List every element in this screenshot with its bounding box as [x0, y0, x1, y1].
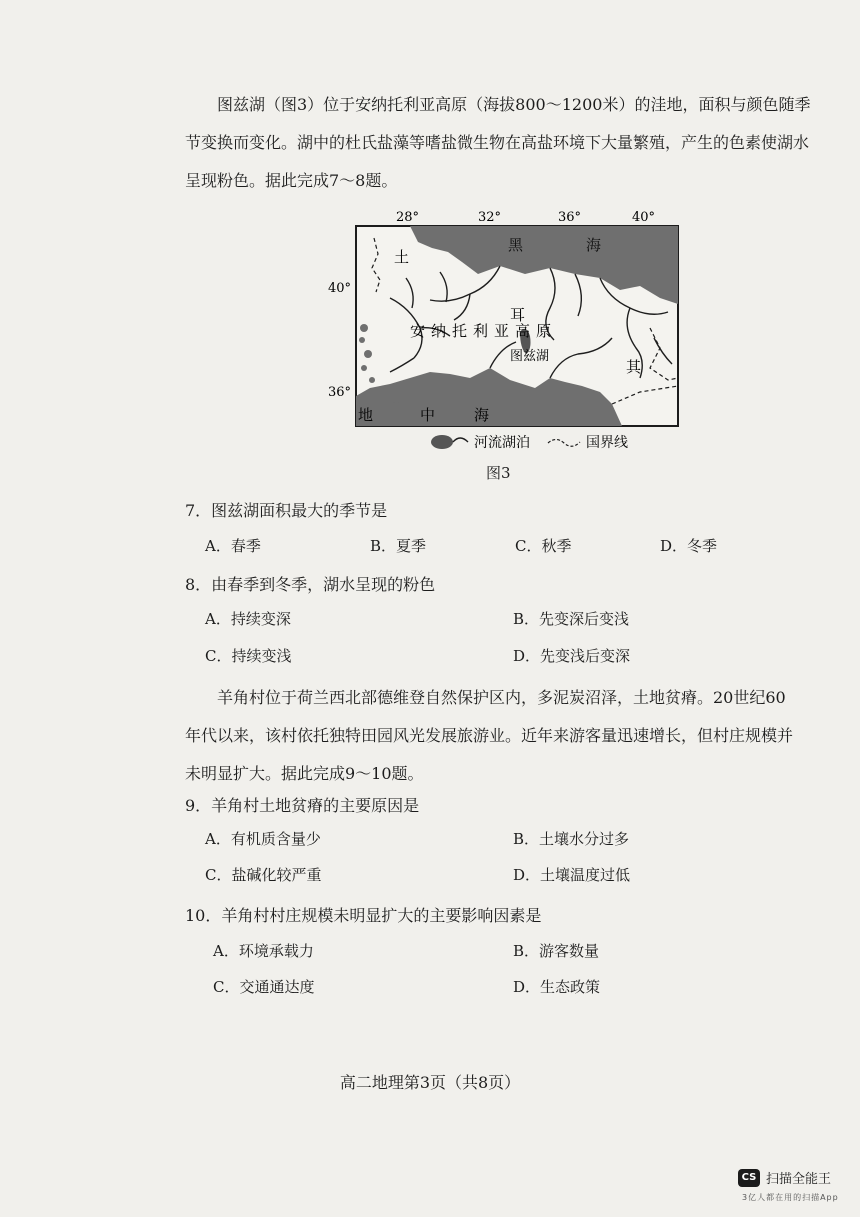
label-zhong: 中 — [420, 406, 436, 424]
label-di: 地 — [358, 406, 374, 424]
intro1-line-2: 节变换而变化。湖中的杜氏盐藻等嗜盐微生物在高盐环境下大量繁殖，产生的色素使湖水 — [185, 133, 810, 152]
q10-stem: 10．羊角村村庄规模未明显扩大的主要影响因素是 — [185, 906, 542, 925]
q8-option-b[interactable]: B．先变深后变浅 — [513, 610, 630, 628]
legend-border-swatch — [548, 440, 580, 447]
q8-option-d[interactable]: D．先变浅后变深 — [513, 647, 631, 665]
q8-option-c[interactable]: C．持续变浅 — [205, 647, 292, 665]
island — [361, 365, 367, 371]
scanner-app-name: 扫描全能王 — [766, 1172, 832, 1187]
lon-label-28: 28° — [396, 210, 420, 225]
lat-label-36: 36° — [328, 385, 352, 400]
legend-water-label: 河流湖泊 — [474, 435, 530, 451]
turkey-map — [328, 208, 690, 478]
intro2-line-1: 羊角村位于荷兰西北部德维登自然保护区内，多泥炭沼泽，土地贫瘠。20世纪60 — [217, 688, 786, 707]
island — [394, 402, 399, 407]
intro-paragraph-q9-10 — [185, 679, 805, 793]
q9-stem: 9．羊角村土地贫瘠的主要原因是 — [185, 796, 420, 815]
lon-label-36: 36° — [558, 210, 582, 225]
q9-option-d[interactable]: D．土壤温度过低 — [513, 866, 631, 884]
island — [369, 377, 375, 383]
q7-option-b[interactable]: B．夏季 — [370, 537, 427, 555]
turkey-map-figure — [328, 208, 690, 478]
label-plateau: 安纳托利亚高原 — [410, 322, 558, 340]
q10-option-a[interactable]: A．环境承载力 — [213, 942, 314, 960]
q7-option-c[interactable]: C．秋季 — [515, 537, 572, 555]
intro2-line-2: 年代以来，该村依托独特田园风光发展旅游业。近年来游客量迅速增长，但村庄规模并 — [185, 726, 794, 745]
intro2-line-3: 未明显扩大。据此完成9～10题。 — [185, 764, 424, 783]
q10-option-d[interactable]: D．生态政策 — [513, 978, 601, 996]
q10-option-c[interactable]: C．交通通达度 — [213, 978, 315, 996]
label-black-sea-hai: 海 — [586, 236, 602, 254]
page-footer: 高二地理第3页（共8页） — [339, 1073, 521, 1092]
lon-label-32: 32° — [478, 210, 502, 225]
label-er: 耳 — [510, 306, 526, 324]
island — [364, 350, 372, 358]
legend-river-swatch — [453, 438, 468, 442]
legend-water-swatch — [431, 435, 453, 449]
island — [360, 324, 368, 332]
label-med-hai: 海 — [474, 406, 490, 424]
scanner-tagline: 3亿人都在用的扫描App — [742, 1193, 839, 1202]
q8-stem: 8．由春季到冬季，湖水呈现的粉色 — [185, 575, 436, 594]
lon-label-40: 40° — [632, 210, 656, 225]
q7-option-a[interactable]: A．春季 — [205, 537, 261, 555]
q8-option-a[interactable]: A．持续变深 — [205, 610, 291, 628]
q7-stem: 7．图兹湖面积最大的季节是 — [185, 501, 388, 520]
q10-option-b[interactable]: B．游客数量 — [513, 942, 600, 960]
q9-option-a[interactable]: A．有机质含量少 — [205, 830, 321, 848]
legend-border-label: 国界线 — [586, 435, 628, 451]
intro1-line-1: 图兹湖（图3）位于安纳托利亚高原（海拔800～1200米）的洼地，面积与颜色随季 — [217, 95, 811, 114]
island — [359, 337, 365, 343]
q9-option-b[interactable]: B．土壤水分过多 — [513, 830, 630, 848]
intro-paragraph-q7-8 — [185, 86, 811, 200]
camscanner-logo-icon: CS — [738, 1169, 760, 1187]
figure-caption: 图3 — [486, 464, 511, 482]
label-qi: 其 — [626, 358, 642, 376]
lat-label-40: 40° — [328, 281, 352, 296]
label-tuz-lake: 图兹湖 — [510, 349, 550, 364]
q9-option-c[interactable]: C．盐碱化较严重 — [205, 866, 322, 884]
q7-option-d[interactable]: D．冬季 — [660, 537, 718, 555]
intro1-line-3: 呈现粉色。据此完成7～8题。 — [185, 171, 398, 190]
label-hei: 黑 — [508, 236, 524, 254]
label-tu: 土 — [394, 248, 410, 266]
